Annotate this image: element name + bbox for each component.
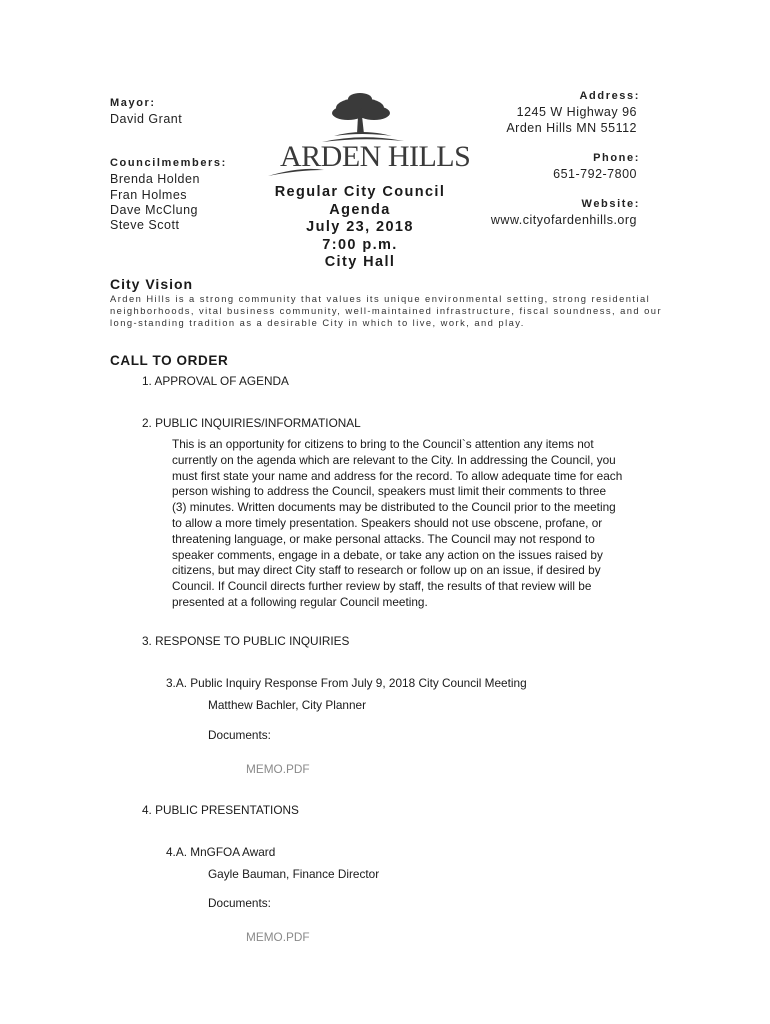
councilmember-name: Brenda Holden xyxy=(110,172,200,186)
mayor-label: Mayor: xyxy=(110,97,156,109)
paragraph-line: (3) minutes. Written documents may be distributed to the Council prior to the meeting xyxy=(172,500,616,515)
website-label: Website: xyxy=(581,198,640,210)
memo-pdf-link[interactable]: MEMO.PDF xyxy=(246,762,310,776)
agenda-subitem-3a: 3.A. Public Inquiry Response From July 9, 2018 City Council Meeting xyxy=(166,676,527,690)
arden-hills-logo xyxy=(262,92,471,178)
vision-line: Arden Hills is a strong community that values its unique environmental setting, strong residential xyxy=(110,293,651,304)
address-label: Address: xyxy=(579,90,640,102)
agenda-subitem-4a: 4.A. MnGFOA Award xyxy=(166,845,276,859)
agenda-item-presentations: 4. PUBLIC PRESENTATIONS xyxy=(142,803,299,817)
paragraph-line: to allow a more timely presentation. Speakers should not use obscene, profane, or xyxy=(172,515,603,530)
meeting-subtitle: Agenda xyxy=(329,201,391,218)
paragraph-line: threatening language, or make personal attacks. The Council may not respond to xyxy=(172,531,595,546)
call-to-order-heading: CALL TO ORDER xyxy=(110,353,229,368)
city-vision-title: City Vision xyxy=(110,276,194,292)
paragraph-line: speaker comments, engage in a debate, or take any action on the issues raised by xyxy=(172,547,603,562)
meeting-title: Regular City Council xyxy=(274,184,446,200)
paragraph-line: must first state your name and address for the record. To allow adequate time for each xyxy=(172,468,623,483)
councilmember-name: Steve Scott xyxy=(110,218,180,232)
agenda-item-approval: 1. APPROVAL OF AGENDA xyxy=(142,374,289,388)
meeting-date: July 23, 2018 xyxy=(306,219,414,235)
vision-line: long-standing tradition as a desirable City in which to live, work, and play. xyxy=(110,317,525,329)
address-line: Arden Hills MN 55112 xyxy=(506,121,637,135)
councilmember-name: Fran Holmes xyxy=(110,188,188,202)
documents-label: Documents: xyxy=(208,728,271,742)
vision-line: neighborhoods, vital business community, well-maintained infrastructure, fiscal soundness, and our xyxy=(110,305,663,317)
website-link[interactable]: www.cityofardenhills.org xyxy=(490,213,637,227)
agenda-item-response: 3. RESPONSE TO PUBLIC INQUIRIES xyxy=(142,634,350,648)
memo-pdf-link[interactable]: MEMO.PDF xyxy=(246,930,310,944)
meeting-time: 7:00 p.m. xyxy=(322,236,398,253)
documents-label: Documents: xyxy=(208,896,271,910)
phone-number: 651-792-7800 xyxy=(553,167,637,181)
city-vision-text xyxy=(110,293,670,330)
presenter-name: Matthew Bachler, City Planner xyxy=(208,698,367,712)
logo-wordmark: ARDEN HILLS xyxy=(280,140,471,173)
paragraph-line: presented at a following regular Council meeting. xyxy=(172,594,428,609)
address-line: 1245 W Highway 96 xyxy=(516,105,637,119)
councilmembers-label: Councilmembers: xyxy=(110,157,227,169)
phone-label: Phone: xyxy=(593,152,640,164)
meeting-title-block xyxy=(250,184,470,272)
meeting-location: City Hall xyxy=(324,254,396,270)
public-inquiries-description xyxy=(172,437,692,611)
paragraph-line: Council. If Council directs further review by staff, the results of that review will be xyxy=(172,579,592,594)
paragraph-line: citizens, but may direct City staff to research or follow up on an issue, if desired by xyxy=(172,563,601,578)
paragraph-line: This is an opportunity for citizens to bring to the Council`s attention any items not xyxy=(172,437,594,451)
agenda-item-public-inquiries: 2. PUBLIC INQUIRIES/INFORMATIONAL xyxy=(142,416,361,430)
presenter-name: Gayle Bauman, Finance Director xyxy=(208,867,380,881)
mayor-name: David Grant xyxy=(110,112,183,126)
paragraph-line: currently on the agenda which are relevant to the City. In addressing the Council, you xyxy=(172,452,616,467)
councilmember-name: Dave McClung xyxy=(110,203,198,217)
paragraph-line: person wishing to address the Council, speakers must limit their comments to three xyxy=(172,484,607,499)
